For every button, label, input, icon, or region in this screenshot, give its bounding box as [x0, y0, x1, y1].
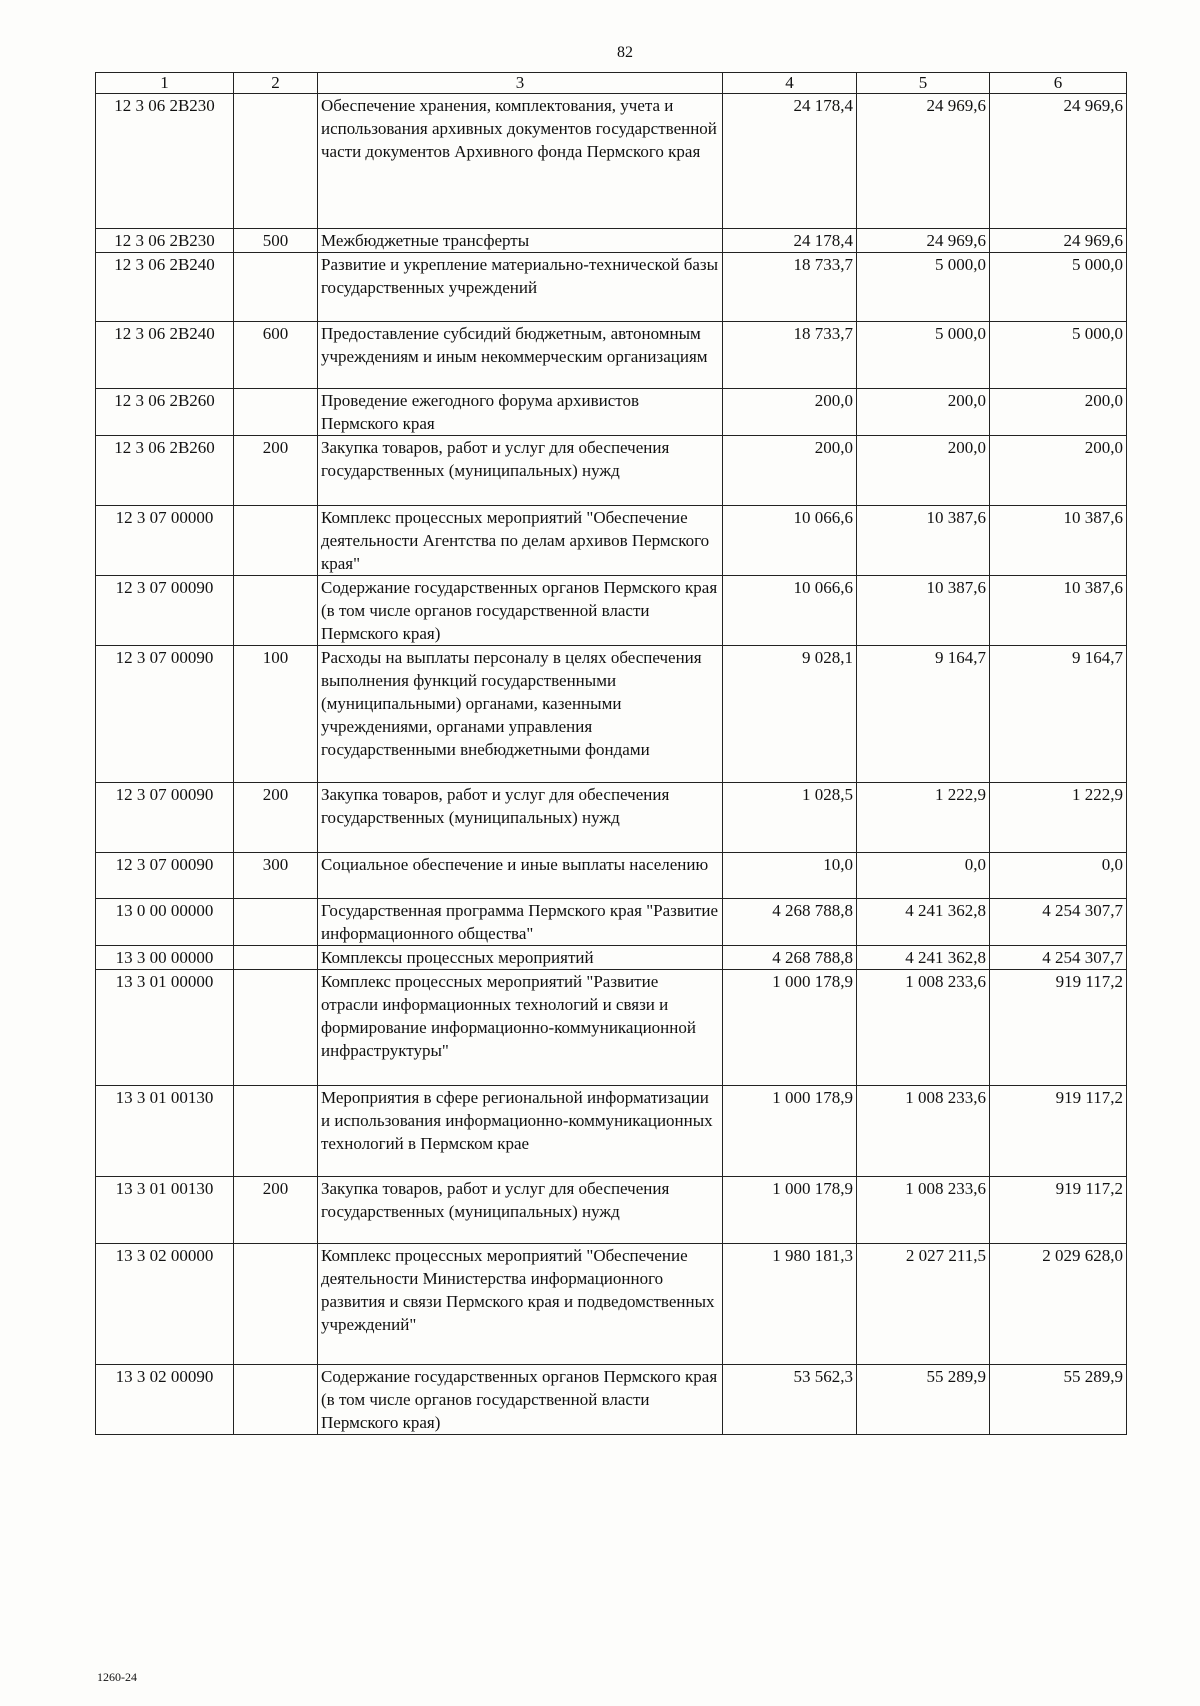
expense-type: [234, 1365, 318, 1435]
budget-code: 13 3 02 00090: [96, 1365, 234, 1435]
amount-col5: 5 000,0: [857, 253, 990, 322]
item-name: Комплексы процессных мероприятий: [318, 946, 723, 970]
header-row: [96, 73, 1127, 94]
amount-col4: 200,0: [723, 436, 857, 506]
table-row: [96, 646, 1127, 783]
expense-type: [234, 1244, 318, 1365]
expense-type: 200: [234, 783, 318, 853]
amount-col4: 1 000 178,9: [723, 970, 857, 1086]
amount-col6: 200,0: [990, 389, 1127, 436]
amount-col6: 1 222,9: [990, 783, 1127, 853]
table-row: [96, 946, 1127, 970]
budget-code: 13 0 00 00000: [96, 899, 234, 946]
item-name: Расходы на выплаты персоналу в целях обеспечения выполнения функций государственными (муниципальными) органами, казенными учреждениями, органами управления государственными внебюджетными фондами: [318, 646, 723, 783]
table-row: [96, 506, 1127, 576]
budget-code: 12 3 06 2В260: [96, 436, 234, 506]
budget-code: 12 3 07 00090: [96, 576, 234, 646]
item-name: Комплекс процессных мероприятий "Развитие отрасли информационных технологий и связи и формирование информационно-коммуникационной инфраструктуры": [318, 970, 723, 1086]
amount-col5: 1 222,9: [857, 783, 990, 853]
item-name: Государственная программа Пермского края "Развитие информационного общества": [318, 899, 723, 946]
column-header: 5: [857, 73, 990, 94]
budget-code: 13 3 00 00000: [96, 946, 234, 970]
item-name: Предоставление субсидий бюджетным, автономным учреждениям и иным некоммерческим организациям: [318, 322, 723, 389]
expense-type: [234, 253, 318, 322]
amount-col4: 9 028,1: [723, 646, 857, 783]
expense-type: [234, 389, 318, 436]
budget-table: [95, 72, 1127, 1435]
item-name: Развитие и укрепление материально-технической базы государственных учреждений: [318, 253, 723, 322]
budget-code: 12 3 06 2В260: [96, 389, 234, 436]
amount-col5: 200,0: [857, 436, 990, 506]
column-header: 4: [723, 73, 857, 94]
amount-col6: 55 289,9: [990, 1365, 1127, 1435]
budget-code: 12 3 06 2В240: [96, 253, 234, 322]
amount-col4: 1 000 178,9: [723, 1086, 857, 1177]
amount-col5: 24 969,6: [857, 229, 990, 253]
budget-code: 13 3 01 00130: [96, 1086, 234, 1177]
expense-type: [234, 506, 318, 576]
amount-col6: 4 254 307,7: [990, 946, 1127, 970]
budget-code: 12 3 07 00000: [96, 506, 234, 576]
expense-type: 600: [234, 322, 318, 389]
expense-type: 200: [234, 436, 318, 506]
table-row: [96, 899, 1127, 946]
item-name: Мероприятия в сфере региональной информатизации и использования информационно-коммуникационных технологий в Пермском крае: [318, 1086, 723, 1177]
amount-col6: 919 117,2: [990, 1177, 1127, 1244]
amount-col5: 10 387,6: [857, 506, 990, 576]
table-row: [96, 783, 1127, 853]
expense-type: [234, 576, 318, 646]
table-row: [96, 1244, 1127, 1365]
item-name: Комплекс процессных мероприятий "Обеспечение деятельности Министерства информационного развития и связи Пермского края и подведомственных учреждений": [318, 1244, 723, 1365]
amount-col6: 9 164,7: [990, 646, 1127, 783]
expense-type: 100: [234, 646, 318, 783]
amount-col6: 10 387,6: [990, 506, 1127, 576]
expense-type: [234, 1086, 318, 1177]
amount-col6: 4 254 307,7: [990, 899, 1127, 946]
budget-code: 12 3 06 2В240: [96, 322, 234, 389]
expense-type: 300: [234, 853, 318, 899]
table-row: [96, 436, 1127, 506]
amount-col4: 53 562,3: [723, 1365, 857, 1435]
item-name: Социальное обеспечение и иные выплаты населению: [318, 853, 723, 899]
item-name: Закупка товаров, работ и услуг для обеспечения государственных (муниципальных) нужд: [318, 436, 723, 506]
amount-col6: 2 029 628,0: [990, 1244, 1127, 1365]
budget-code: 12 3 07 00090: [96, 783, 234, 853]
expense-type: [234, 899, 318, 946]
budget-code: 13 3 01 00130: [96, 1177, 234, 1244]
amount-col4: 1 000 178,9: [723, 1177, 857, 1244]
table-row: [96, 1086, 1127, 1177]
amount-col5: 4 241 362,8: [857, 899, 990, 946]
table-row: [96, 253, 1127, 322]
budget-code: 12 3 06 2В230: [96, 229, 234, 253]
table-row: [96, 970, 1127, 1086]
amount-col5: 1 008 233,6: [857, 970, 990, 1086]
amount-col6: 24 969,6: [990, 229, 1127, 253]
amount-col5: 1 008 233,6: [857, 1177, 990, 1244]
budget-code: 13 3 01 00000: [96, 970, 234, 1086]
amount-col4: 4 268 788,8: [723, 946, 857, 970]
item-name: Закупка товаров, работ и услуг для обеспечения государственных (муниципальных) нужд: [318, 783, 723, 853]
table-row: [96, 576, 1127, 646]
table-row: [96, 1365, 1127, 1435]
budget-code: 12 3 06 2В230: [96, 94, 234, 229]
column-header: 6: [990, 73, 1127, 94]
table-row: [96, 389, 1127, 436]
item-name: Закупка товаров, работ и услуг для обеспечения государственных (муниципальных) нужд: [318, 1177, 723, 1244]
item-name: Содержание государственных органов Пермского края (в том числе органов государственной власти Пермского края): [318, 1365, 723, 1435]
amount-col4: 4 268 788,8: [723, 899, 857, 946]
budget-code: 12 3 07 00090: [96, 646, 234, 783]
amount-col4: 24 178,4: [723, 229, 857, 253]
budget-code: 13 3 02 00000: [96, 1244, 234, 1365]
item-name: Содержание государственных органов Пермского края (в том числе органов государственной власти Пермского края): [318, 576, 723, 646]
amount-col5: 10 387,6: [857, 576, 990, 646]
amount-col4: 18 733,7: [723, 322, 857, 389]
table-row: [96, 1177, 1127, 1244]
expense-type: [234, 970, 318, 1086]
amount-col5: 1 008 233,6: [857, 1086, 990, 1177]
amount-col5: 4 241 362,8: [857, 946, 990, 970]
amount-col5: 200,0: [857, 389, 990, 436]
amount-col4: 10,0: [723, 853, 857, 899]
item-name: Комплекс процессных мероприятий "Обеспечение деятельности Агентства по делам архивов Пермского края": [318, 506, 723, 576]
amount-col4: 10 066,6: [723, 506, 857, 576]
column-header: 2: [234, 73, 318, 94]
table-row: [96, 853, 1127, 899]
amount-col4: 200,0: [723, 389, 857, 436]
amount-col4: 10 066,6: [723, 576, 857, 646]
amount-col4: 18 733,7: [723, 253, 857, 322]
amount-col6: 919 117,2: [990, 970, 1127, 1086]
amount-col5: 9 164,7: [857, 646, 990, 783]
amount-col6: 5 000,0: [990, 322, 1127, 389]
expense-type: [234, 94, 318, 229]
amount-col6: 0,0: [990, 853, 1127, 899]
budget-code: 12 3 07 00090: [96, 853, 234, 899]
amount-col6: 24 969,6: [990, 94, 1127, 229]
amount-col6: 10 387,6: [990, 576, 1127, 646]
document-code: 1260-24: [97, 1670, 137, 1684]
amount-col6: 200,0: [990, 436, 1127, 506]
column-header: 1: [96, 73, 234, 94]
amount-col4: 1 028,5: [723, 783, 857, 853]
expense-type: 500: [234, 229, 318, 253]
item-name: Обеспечение хранения, комплектования, учета и использования архивных документов государственной части документов Архивного фонда Пермского края: [318, 94, 723, 229]
table-row: [96, 229, 1127, 253]
amount-col6: 5 000,0: [990, 253, 1127, 322]
table-row: [96, 322, 1127, 389]
amount-col6: 919 117,2: [990, 1086, 1127, 1177]
amount-col5: 2 027 211,5: [857, 1244, 990, 1365]
amount-col5: 24 969,6: [857, 94, 990, 229]
item-name: Проведение ежегодного форума архивистов Пермского края: [318, 389, 723, 436]
expense-type: [234, 946, 318, 970]
amount-col4: 1 980 181,3: [723, 1244, 857, 1365]
item-name: Межбюджетные трансферты: [318, 229, 723, 253]
amount-col5: 55 289,9: [857, 1365, 990, 1435]
amount-col5: 5 000,0: [857, 322, 990, 389]
amount-col5: 0,0: [857, 853, 990, 899]
table-row: [96, 94, 1127, 229]
page-number: 82: [617, 44, 633, 61]
column-header: 3: [318, 73, 723, 94]
amount-col4: 24 178,4: [723, 94, 857, 229]
expense-type: 200: [234, 1177, 318, 1244]
